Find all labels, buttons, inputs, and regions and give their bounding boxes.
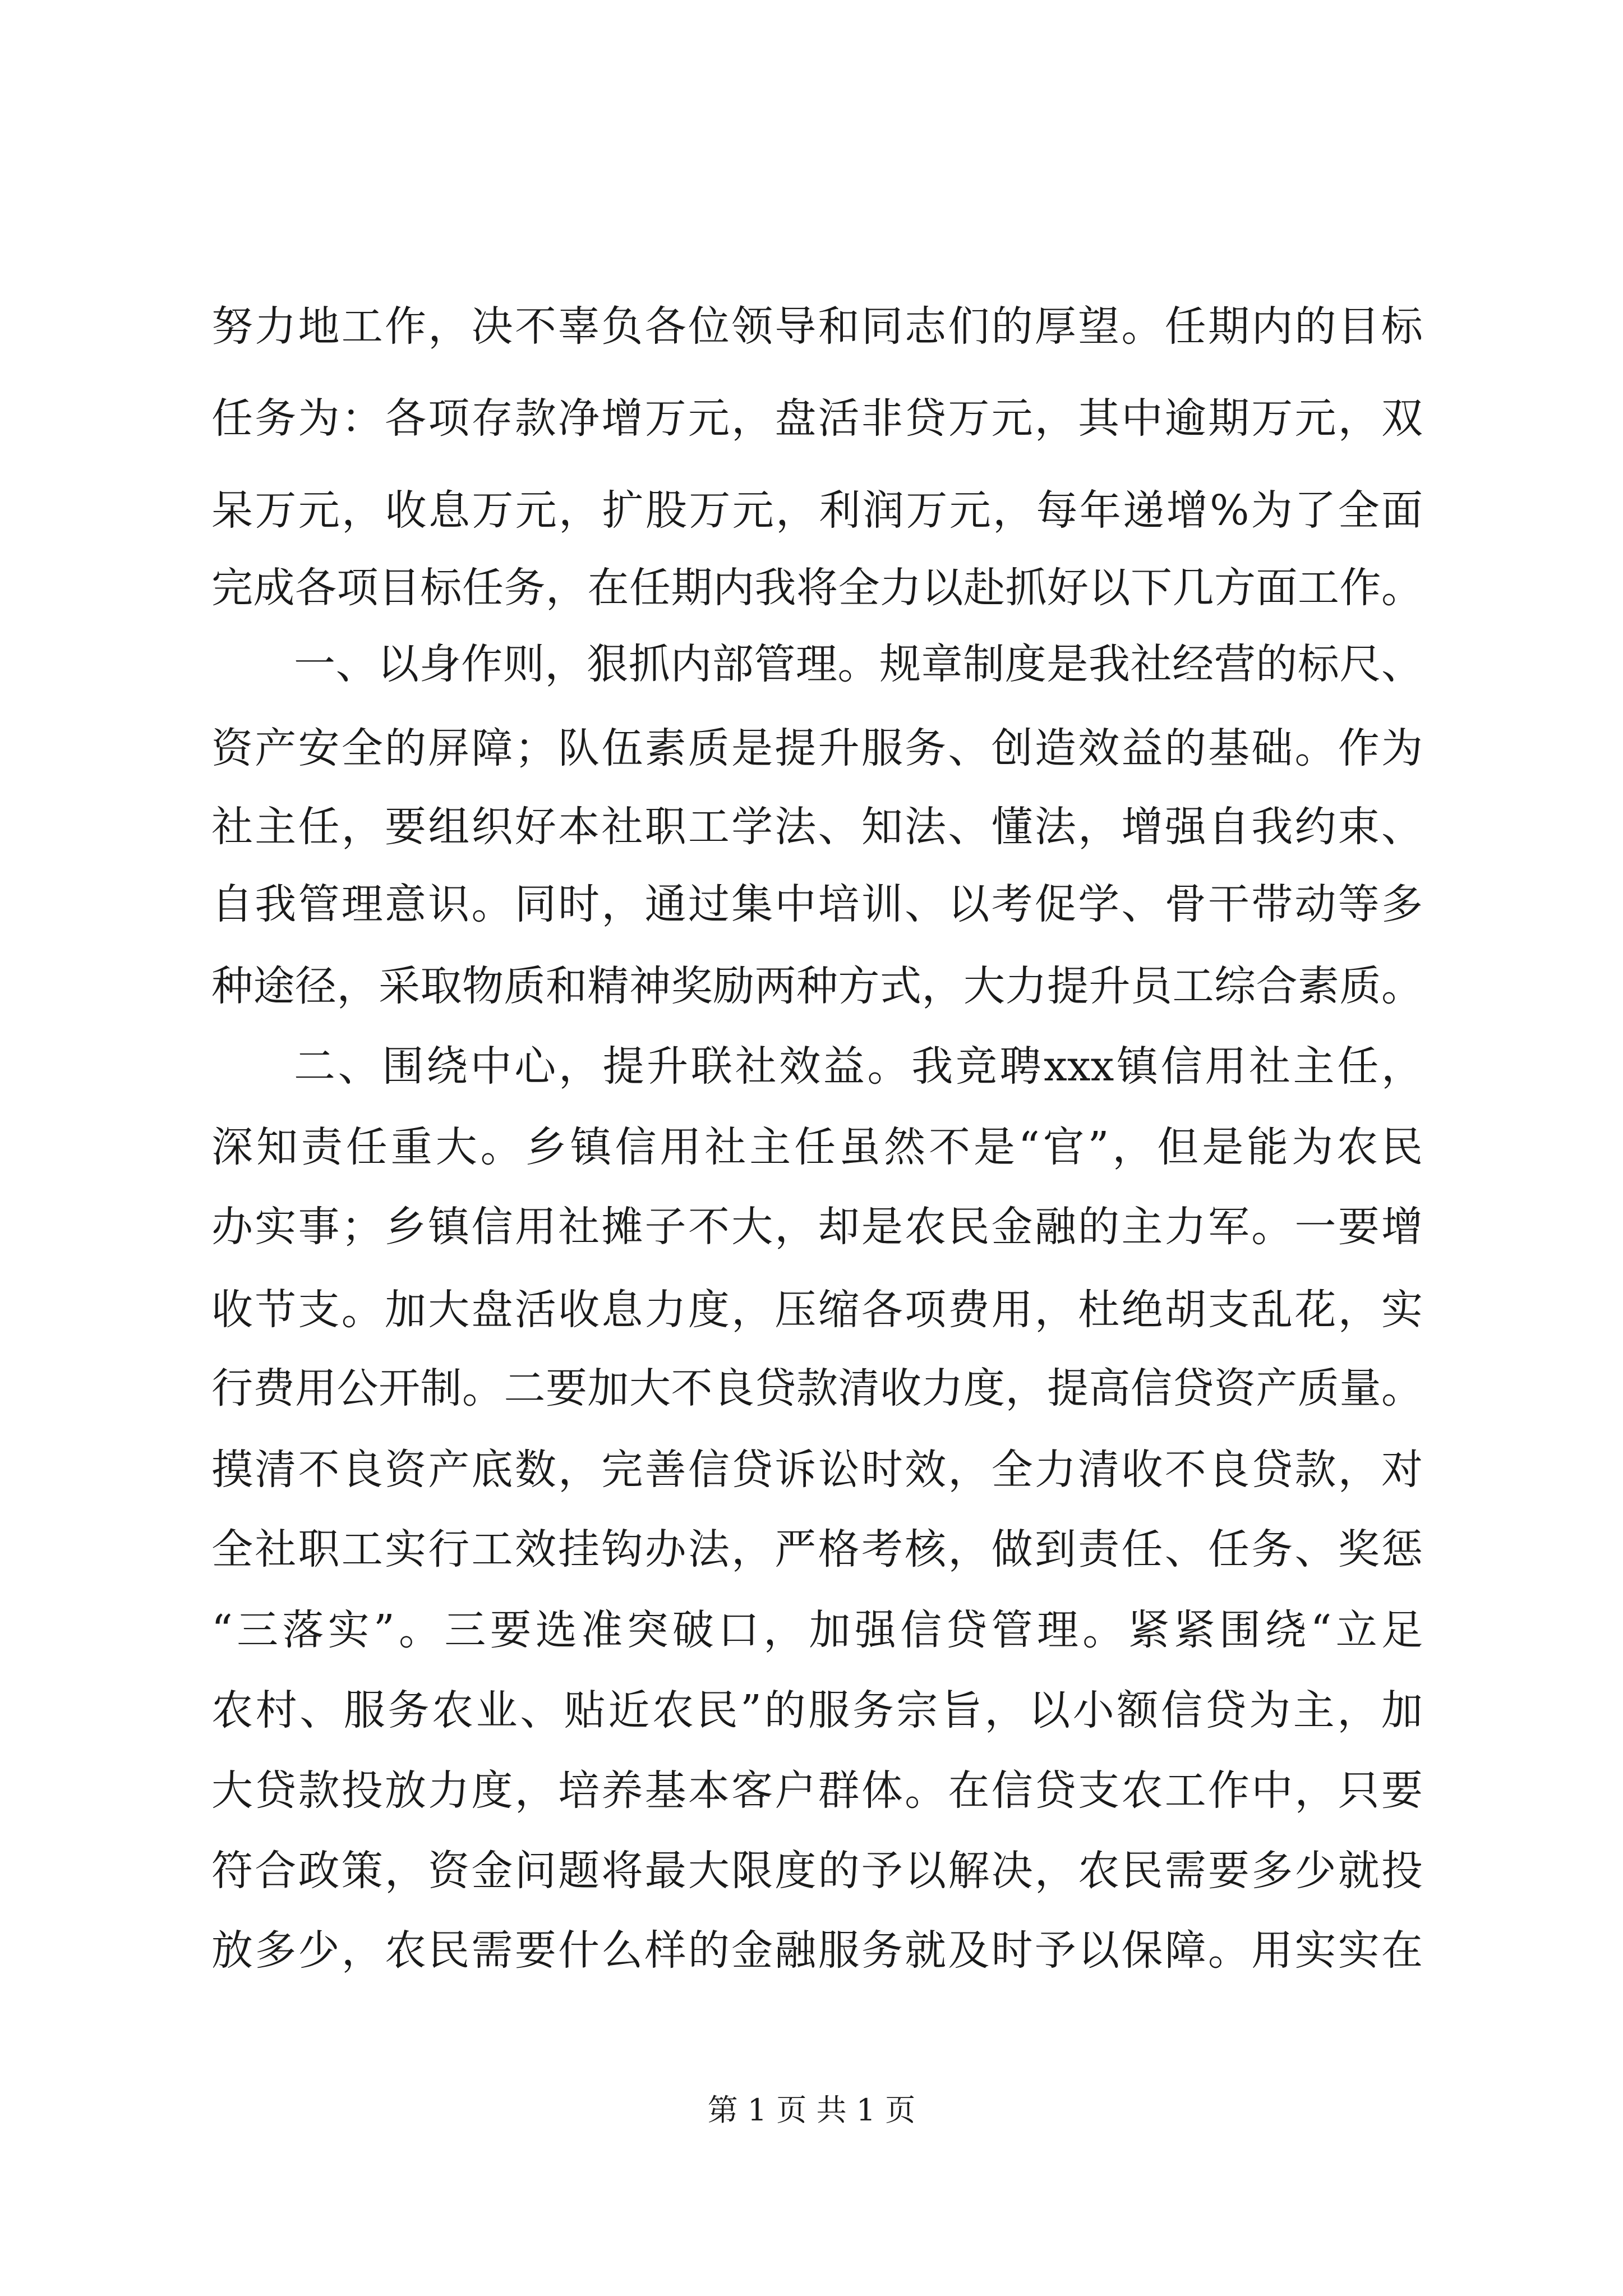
- text-line: 全社职工实行工效挂钩办法，严格考核，做到责任、任务、奖惩: [211, 1525, 1423, 1573]
- text-line: 大贷款投放力度，培养基本客户群体。在信贷支农工作中，只要: [211, 1766, 1423, 1815]
- text-line: 农村、服务农业、贴近农民”的服务宗旨，以小额信贷为主，加: [211, 1686, 1423, 1734]
- text-line: 自我管理意识。同时，通过集中培训、以考促学、骨干带动等多: [211, 880, 1423, 928]
- text-line: 行费用公开制。二要加大不良贷款清收力度，提高信贷资产质量。: [211, 1364, 1423, 1412]
- text-line: 深知责任重大。乡镇信用社主任虽然不是“官”，但是能为农民: [211, 1123, 1423, 1171]
- text-line: 摸清不良资产底数，完善信贷诉讼时效，全力清收不良贷款，对: [211, 1446, 1423, 1494]
- text-line: 放多少，农民需要什么样的金融服务就及时予以保障。用实实在: [211, 1926, 1423, 1975]
- text-line: 符合政策，资金问题将最大限度的予以解决，农民需要多少就投: [211, 1847, 1423, 1895]
- text-line: 任务为：各项存款净增万元，盘活非贷万元，其中逾期万元，双: [211, 394, 1423, 443]
- text-line: 完成各项目标任务，在任期内我将全力以赴抓好以下几方面工作。: [211, 564, 1423, 612]
- text-line: 收节支。加大盘活收息力度，压缩各项费用，杜绝胡支乱花，实: [211, 1286, 1423, 1334]
- text-line: 办实事；乡镇信用社摊子不大，却是农民金融的主力军。一要增: [211, 1203, 1423, 1251]
- text-line: 资产安全的屏障；队伍素质是提升服务、创造效益的基础。作为: [211, 724, 1423, 772]
- paragraph-start-line: 一、以身作则，狠抓内部管理。规章制度是我社经营的标尺、: [294, 640, 1423, 688]
- page-number-footer: 第 1 页 共 1 页: [707, 2092, 916, 2128]
- text-line: “三落实”。三要选准突破口，加强信贷管理。紧紧围绕“立足: [211, 1606, 1423, 1654]
- text-line: 努力地工作，决不辜负各位领导和同志们的厚望。任期内的目标: [211, 302, 1423, 351]
- text-line: 呆万元，收息万元，扩股万元，利润万元，每年递增%为了全面: [211, 486, 1423, 535]
- paragraph-start-line: 二、围绕中心，提升联社效益。我竞聘xxx镇信用社主任，: [294, 1042, 1423, 1091]
- text-line: 种途径，采取物质和精神奖励两种方式，大力提升员工综合素质。: [211, 962, 1423, 1010]
- text-line: 社主任，要组织好本社职工学法、知法、懂法，增强自我约束、: [211, 803, 1423, 851]
